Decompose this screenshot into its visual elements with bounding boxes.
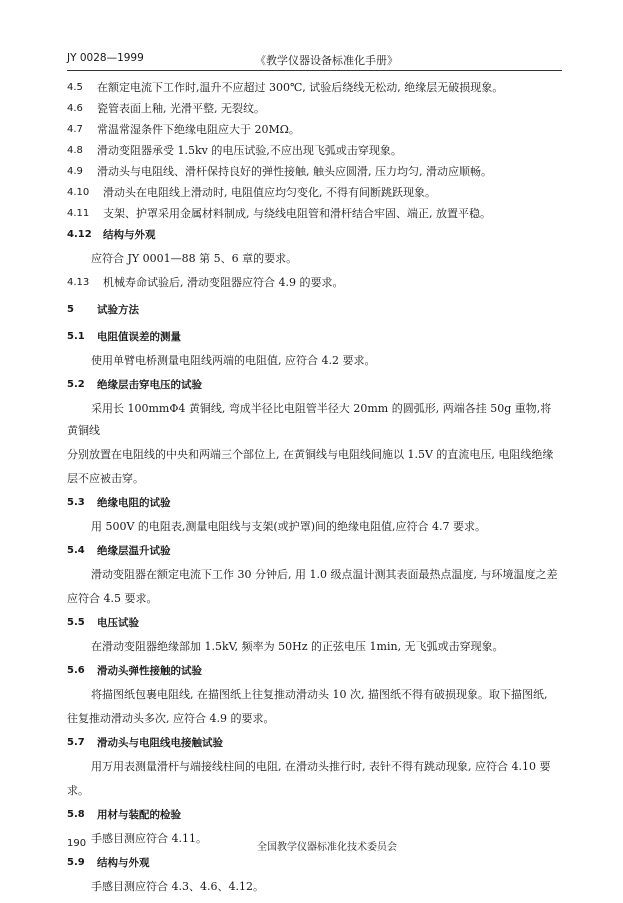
page-number: 190	[67, 838, 87, 849]
clause-5-8-heading	[67, 807, 562, 823]
clause-number: 5.7	[67, 737, 85, 748]
clause-5-4-body-line1: 滑动变阻器在额定电流下工作 30 分钟后, 用 1.0 级点温计测其表面最热点温度, 与环境温度之差	[91, 568, 558, 581]
clause-heading: 滑动头与电阻线电接触试验	[97, 737, 223, 749]
clause-number: 5.2	[67, 379, 85, 390]
clause-heading: 绝缘层击穿电压的试验	[97, 379, 202, 391]
clause-5-5-body: 在滑动变阻器绝缘部加 1.5kV, 频率为 50Hz 的正弦电压 1min, 无飞弧或击穿现象。	[91, 640, 504, 653]
clause-number: 5.3	[67, 497, 85, 508]
clause-4-9	[67, 164, 562, 180]
clause-5-7-body-line2: 求。	[67, 784, 89, 797]
clause-5-9-heading	[67, 855, 562, 871]
clause-5-9-body: 手感目测应符合 4.3、4.6、4.12。	[91, 880, 264, 893]
clause-4-7	[67, 122, 562, 138]
clause-number: 5.9	[67, 857, 85, 868]
clause-heading: 电压试验	[97, 617, 139, 629]
footer-organization: 全国教学仪器标准化技术委员会	[257, 842, 397, 853]
clause-5-2-heading	[67, 377, 562, 393]
clause-5-6-body-line2: 往复推动滑动头多次, 应符合 4.9 的要求。	[67, 712, 275, 725]
clause-number: 4.9	[67, 166, 83, 177]
clause-4-6	[67, 101, 562, 117]
clause-4-12-body: 应符合 JY 0001—88 第 5、6 章的要求。	[91, 252, 298, 265]
clause-number: 4.10	[67, 187, 90, 198]
clause-5-6-body-line1: 将描图纸包裹电阻线, 在描图纸上往复推动滑动头 10 次, 描图纸不得有破损现象。取下描图纸,	[91, 688, 548, 701]
clause-text: 瓷管表面上釉, 光滑平整, 无裂纹。	[97, 102, 265, 115]
clause-text: 滑动变阻器承受 1.5kv 的电压试验,不应出现飞弧或击穿现象。	[97, 144, 402, 157]
clause-5-3-heading	[67, 495, 562, 511]
clause-heading: 结构与外观	[97, 857, 150, 869]
clause-5-7-heading	[67, 735, 562, 751]
clause-number: 4.13	[67, 277, 90, 288]
clause-number: 4.8	[67, 145, 83, 156]
clause-5-5-heading	[67, 615, 562, 631]
clause-4-10	[67, 185, 562, 201]
clause-5-1-heading	[67, 329, 562, 345]
clause-4-12-heading	[67, 227, 562, 243]
clause-5-2-body-line1: 采用长 100mmΦ4 黄铜线, 弯成半径比电阻管半径大 20mm 的圆弧形, 两端各挂 50g 重物,将黄铜线	[67, 402, 552, 437]
clause-4-11	[67, 206, 562, 222]
clause-5-3-body: 用 500V 的电阻表,测量电阻线与支架(或护罩)间的绝缘电阻值,应符合 4.7 要求。	[91, 520, 486, 533]
clause-heading: 结构与外观	[103, 229, 156, 241]
clause-number: 5.4	[67, 545, 85, 556]
clause-heading: 绝缘层温升试验	[97, 545, 171, 557]
clause-number: 5.8	[67, 809, 85, 820]
clause-number: 5.6	[67, 665, 85, 676]
clause-number: 4.12	[67, 229, 92, 240]
clause-5-2-body-line3: 层不应被击穿。	[67, 472, 144, 485]
clause-number: 4.11	[67, 208, 90, 219]
page-body	[67, 80, 562, 903]
clause-text: 机械寿命试验后, 滑动变阻器应符合 4.9 的要求。	[103, 276, 344, 289]
header-rule	[67, 70, 562, 71]
clause-heading: 滑动头弹性接触的试验	[97, 665, 202, 677]
clause-number: 4.6	[67, 103, 83, 114]
clause-5-1-body: 使用单臂电桥测量电阻线两端的电阻值, 应符合 4.2 要求。	[91, 354, 376, 367]
standard-code: JY 0028—1999	[67, 52, 144, 64]
clause-heading: 电阻值误差的测量	[97, 331, 181, 343]
book-title: 《教学仪器设备标准化手册》	[255, 54, 398, 67]
clause-5-4-body-line2: 应符合 4.5 要求。	[67, 592, 158, 605]
clause-heading: 用材与装配的检验	[97, 809, 181, 821]
clause-5-2-body-line2: 分别放置在电阻线的中央和两端三个部位上, 在黄铜线与电阻线间施以 1.5V 的直流电压, 电阻线绝缘	[67, 448, 554, 461]
section-number: 5	[67, 304, 74, 315]
page-header	[67, 52, 562, 70]
clause-4-8	[67, 143, 562, 159]
clause-text: 常温常湿条件下绝缘电阻应大于 20MΩ。	[97, 123, 300, 136]
clause-text: 滑动头与电阻线、滑杆保持良好的弹性接触, 触头应圆滑, 压力均匀, 滑动应顺畅。	[97, 165, 492, 178]
clause-5-8-body: 手感目测应符合 4.11。	[91, 832, 207, 845]
clause-text: 支架、护罩采用金属材料制成, 与绕线电阻管和滑杆结合牢固、端正, 放置平稳。	[103, 207, 491, 220]
clause-number: 4.7	[67, 124, 83, 135]
clause-5-6-heading	[67, 663, 562, 679]
page-footer	[67, 838, 562, 854]
clause-text: 在额定电流下工作时,温升不应超过 300℃, 试验后绕线无松动, 绝缘层无破损现象。	[97, 81, 504, 94]
clause-number: 5.1	[67, 331, 85, 342]
section-title: 试验方法	[97, 304, 139, 316]
clause-text: 滑动头在电阻线上滑动时, 电阻值应均匀变化, 不得有间断跳跃现象。	[103, 186, 436, 199]
section-5-heading	[67, 302, 562, 318]
clause-5-7-body-line1: 用万用表测量滑杆与端接线柱间的电阻, 在滑动头推行时, 表针不得有跳动现象, 应符合 4.10 要	[91, 760, 551, 773]
clause-4-13	[67, 275, 562, 291]
clause-number: 5.5	[67, 617, 85, 628]
clause-heading: 绝缘电阻的试验	[97, 497, 171, 509]
clause-4-5	[67, 80, 562, 96]
clause-5-4-heading	[67, 543, 562, 559]
clause-number: 4.5	[67, 82, 83, 93]
